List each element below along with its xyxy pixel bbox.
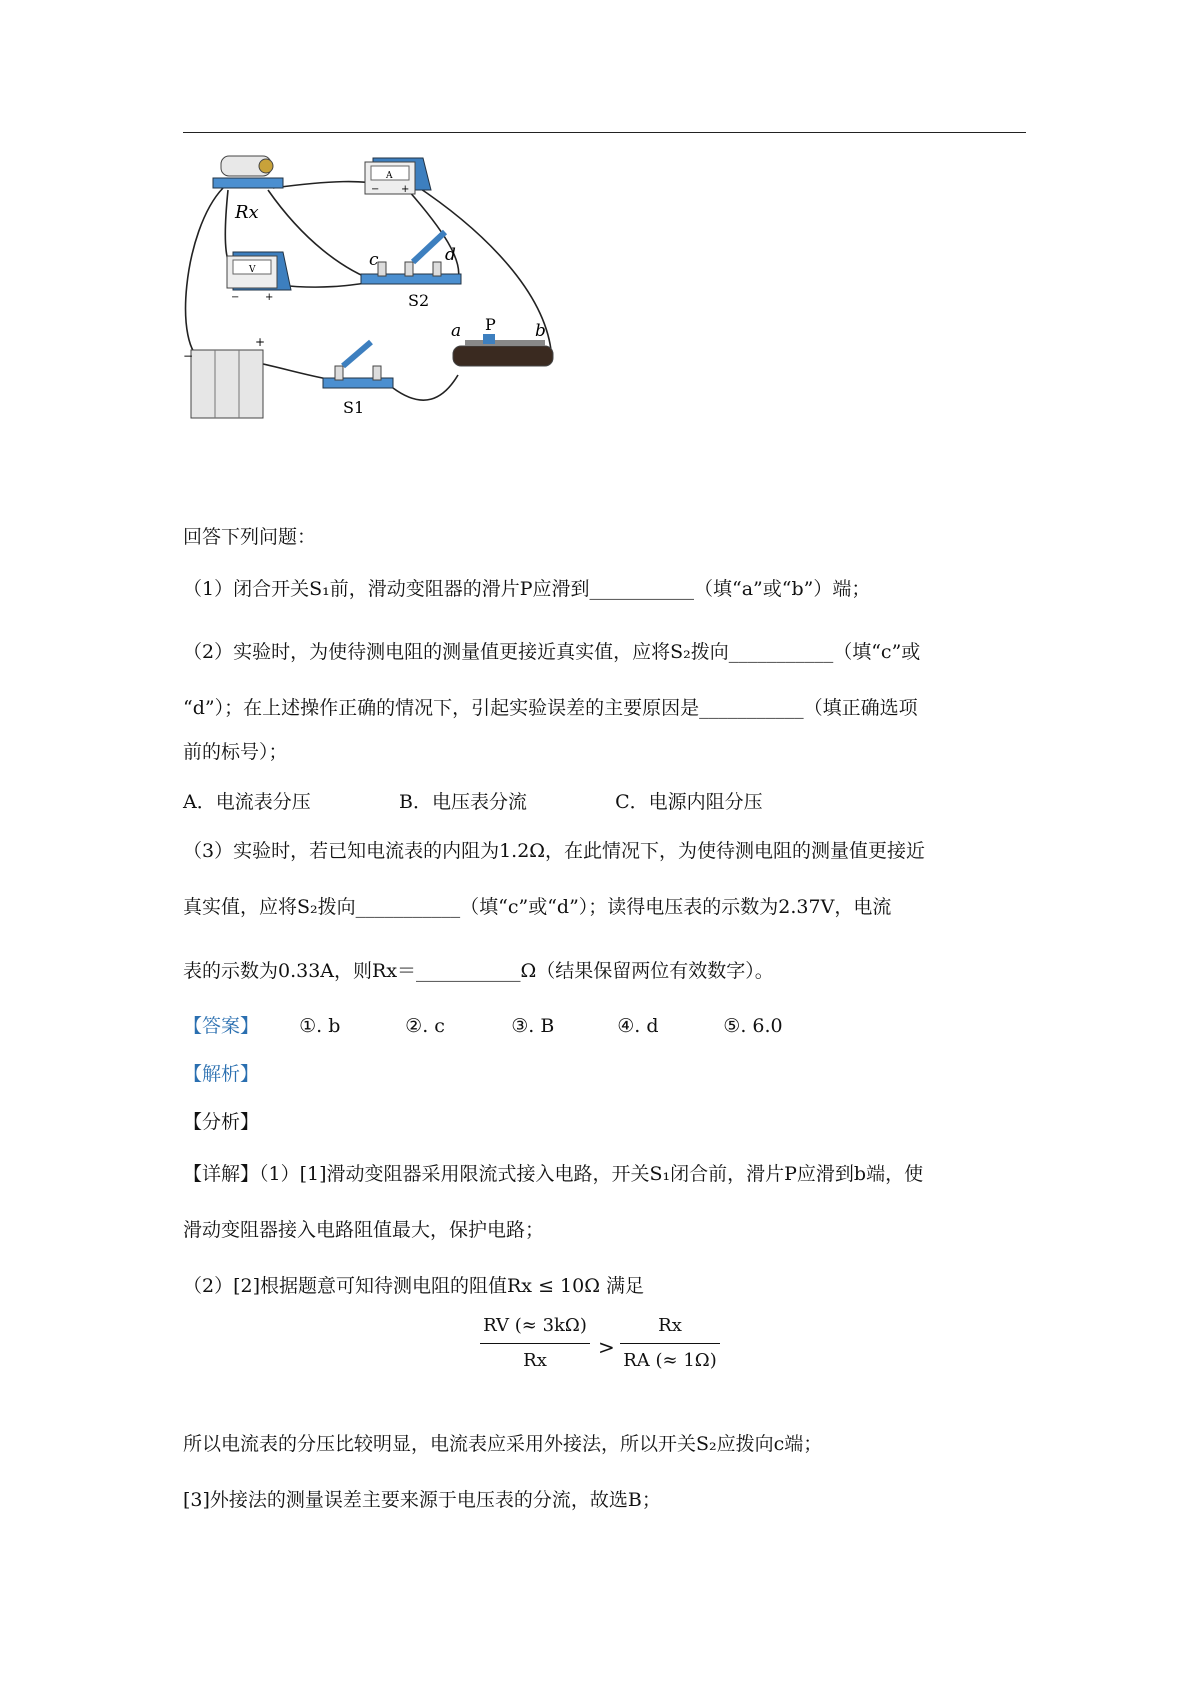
battery — [183, 335, 265, 418]
rheostat — [451, 315, 553, 366]
label-d: d — [445, 245, 456, 265]
option-c: C．电源内阻分压 — [615, 791, 763, 813]
question-2-line-3: 前的标号）； — [183, 741, 288, 763]
fenxi-tag: 【分析】 — [183, 1111, 260, 1133]
fraction-right-denominator: RA (≈ 1Ω) — [623, 1350, 717, 1371]
options-row — [183, 788, 763, 816]
svg-text:−: − — [371, 184, 380, 195]
ammeter — [365, 158, 431, 195]
label-s1: S1 — [343, 398, 365, 417]
fraction-right — [620, 1313, 720, 1374]
question-3-line-2: 真实值，应将S₂拨向___________（填“c”或“d”）；读得电压表的示数为2.37V，电流 — [183, 896, 892, 918]
inequality-formula — [470, 1313, 730, 1393]
answer-4: ④. d — [617, 1015, 659, 1037]
label-p: P — [485, 315, 496, 334]
option-a: A．电流表分压 — [183, 791, 311, 813]
label-c: c — [369, 250, 379, 270]
greater-than: > — [598, 1335, 615, 1359]
voltmeter — [227, 252, 291, 303]
svg-text:+: + — [265, 292, 274, 303]
intro-text: 回答下列问题： — [183, 526, 317, 548]
answer-row — [183, 1012, 783, 1040]
question-3-line-3: 表的示数为0.33A，则Rx＝___________Ω（结果保留两位有效数字）。 — [183, 960, 774, 982]
answer-tag: 【答案】 — [183, 1015, 260, 1037]
question-3-line-1: （3）实验时，若已知电流表的内阻为1.2Ω，在此情况下，为使待测电阻的测量值更接近 — [183, 840, 926, 862]
voltmeter-label: V — [249, 265, 256, 275]
label-a: a — [451, 321, 462, 341]
question-2-line-1: （2）实验时，为使待测电阻的测量值更接近真实值，应将S₂拨向___________（填“c”或 — [183, 641, 921, 663]
question-1: （1）闭合开关S₁前，滑动变阻器的滑片P应滑到___________（填“a”或“b”）端； — [183, 578, 871, 600]
label-b: b — [535, 321, 546, 341]
answer-5: ⑤. 6.0 — [723, 1015, 783, 1037]
analysis-tag: 【解析】 — [183, 1063, 260, 1085]
rx-label: Rx — [235, 202, 259, 223]
question-2-line-2: “d”）；在上述操作正确的情况下，引起实验误差的主要原因是___________（填正确选项 — [183, 697, 918, 719]
fraction-left-numerator: RV (≈ 3kΩ) — [483, 1315, 587, 1336]
detail-line-1: 【详解】（1）[1]滑动变阻器采用限流式接入电路，开关S₁闭合前，滑片P应滑到b端，使 — [183, 1163, 924, 1185]
fraction-right-numerator: Rx — [658, 1315, 682, 1336]
fraction-left-denominator: Rx — [523, 1350, 547, 1371]
detail-line-3: （2）[2]根据题意可知待测电阻的阻值Rx ≤ 10Ω 满足 — [183, 1275, 644, 1297]
answer-3: ③. B — [511, 1015, 555, 1037]
rx-resistor — [213, 156, 283, 223]
answer-2: ②. c — [405, 1015, 445, 1037]
detail-line-5: [3]外接法的测量误差主要来源于电压表的分流，故选B； — [183, 1489, 661, 1511]
top-rule — [183, 132, 1026, 133]
fraction-left — [480, 1313, 590, 1374]
circuit-figure — [183, 150, 623, 480]
svg-text:−: − — [183, 349, 194, 363]
switch-s1 — [323, 342, 393, 417]
detail-line-2: 滑动变阻器接入电路阻值最大，保护电路； — [183, 1219, 545, 1241]
svg-text:−: − — [231, 292, 240, 303]
ammeter-label: A — [386, 171, 393, 181]
svg-text:+: + — [401, 184, 410, 195]
switch-s2 — [361, 232, 461, 310]
detail-line-4: 所以电流表的分压比较明显，电流表应采用外接法，所以开关S₂应拨向c端； — [183, 1433, 823, 1455]
answer-1: ①. b — [299, 1015, 341, 1037]
svg-text:+: + — [255, 335, 266, 349]
label-s2: S2 — [408, 291, 430, 310]
option-b: B．电压表分流 — [399, 791, 528, 813]
